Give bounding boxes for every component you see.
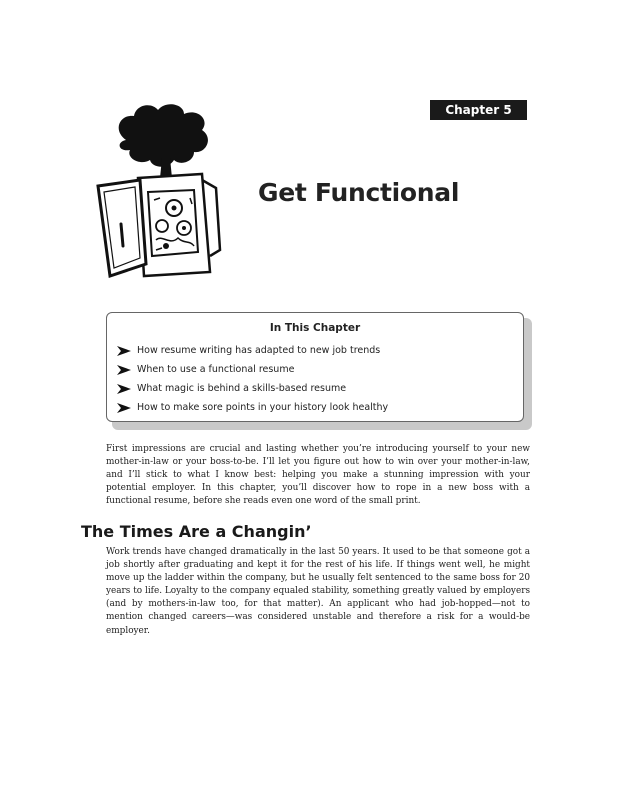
- list-item: [117, 360, 388, 379]
- arrowhead-bullet-icon: [117, 365, 131, 375]
- section-heading: The Times Are a Changin’: [81, 522, 312, 541]
- in-this-chapter-box: [106, 312, 524, 422]
- in-this-chapter-heading: In This Chapter: [269, 322, 361, 334]
- list-item-text: How resume writing has adapted to new job trends: [137, 345, 381, 356]
- arrowhead-bullet-icon: [117, 403, 131, 413]
- in-this-chapter-list: [117, 341, 388, 417]
- list-item: [117, 398, 388, 417]
- arrowhead-bullet-icon: [117, 384, 131, 394]
- chapter-number-badge: Chapter 5: [430, 100, 527, 120]
- list-item-text: What magic is behind a skills-based resume: [137, 383, 347, 394]
- list-item: [117, 341, 388, 360]
- arrowhead-bullet-icon: [117, 346, 131, 356]
- list-item: [117, 379, 388, 398]
- intro-paragraph: First impressions are crucial and lasting whether you’re introducing yourself to your new mother-in-law or your boss-to-be. I’ll let you figure out how to win over your mother-in-law, and I’ll stick to what I know best: helping you make a stunning impression with your potential employer. In this chapter, you’ll discover how to rope in a new boss with a functional resume, before she reads even one word of the small print.: [106, 444, 530, 507]
- chapter-title: Get Functional: [258, 178, 460, 207]
- list-item-text: How to make sore points in your history look healthy: [137, 402, 389, 413]
- person-with-open-cabinet-head-icon: [90, 100, 230, 278]
- list-item-text: When to use a functional resume: [137, 364, 295, 375]
- section-paragraph: Work trends have changed dramatically in the last 50 years. It used to be that someone got a job shortly after graduating and kept it for the rest of his life. If things went well, he might move up the ladder within the company, but he usually felt sentenced to the same boss for 20 years to life. Loyalty to the company equaled stability, something greatly valued by employers (and by mothers-in-law too, for that matter). An applicant who had job-hopped—not to mention changed careers—was considered unstable and therefore a risk for a would-be employer.: [106, 547, 530, 636]
